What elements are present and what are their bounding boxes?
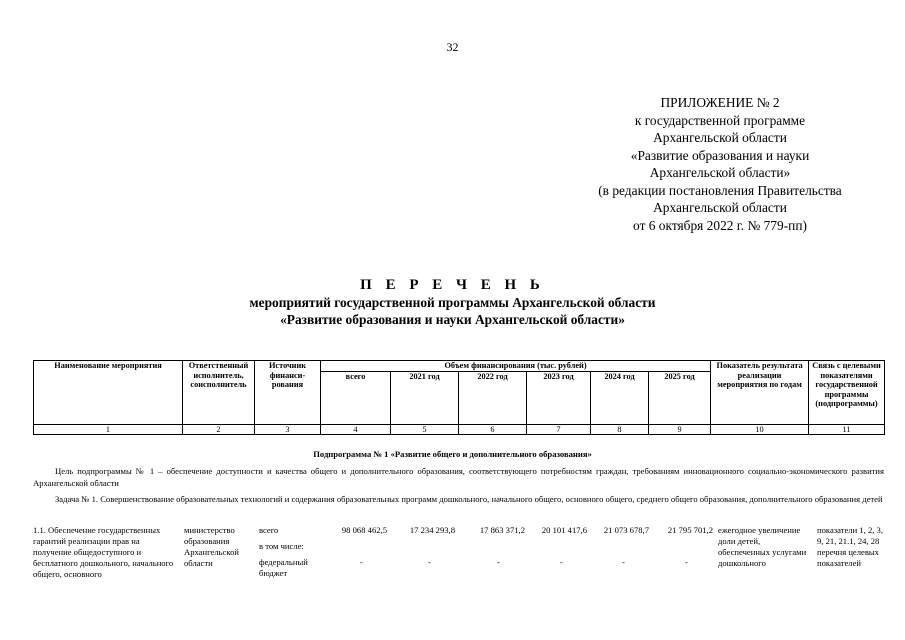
column-number: 8 (591, 424, 649, 434)
appendix-line: (в редакции постановления Правительства (598, 182, 842, 198)
federal-2021-dash: - (428, 557, 431, 567)
column-number: 3 (255, 424, 321, 434)
row-2024-value: 21 073 678,7 (603, 525, 649, 535)
measures-table (33, 360, 885, 435)
row-name: 1.1. Обеспечение государственных гарантий реализации прав на получение общедоступного и бесплатного дошкольного, начального общего, основного (33, 525, 174, 579)
appendix-line: от 6 октября 2022 г. № 779-пп) (633, 217, 807, 233)
subprogram-task: Задача № 1. Совершенствование образовательных технологий и содержания образовательных программ дошкольного, начального общего, основного общего, среднего общего образования, дополнительного образования детей (55, 494, 883, 504)
appendix-line: ПРИЛОЖЕНИЕ № 2 (660, 95, 780, 110)
header-funding: Объем финансирования (тыс. рублей) (321, 361, 711, 372)
appendix-line: «Развитие образования и науки (630, 147, 810, 163)
federal-2023-dash: - (560, 557, 563, 567)
row-source-total: всего (259, 525, 279, 535)
federal-total-dash: - (360, 557, 363, 567)
header-2025: 2025 год (649, 371, 711, 424)
column-number: 1 (34, 424, 183, 434)
row-executor: министерство образования Архангельской области (184, 525, 239, 568)
subprogram-goal: Цель подпрограммы № 1 – обеспечение доступности и качества общего и дополнительного образования, соответствующего потребностям граждан, требованиям инновационного социально-экономического развития Архангельской области (33, 466, 884, 488)
federal-2024-dash: - (622, 557, 625, 567)
header-2021: 2021 год (391, 371, 459, 424)
row-2022-value: 17 863 371,2 (479, 525, 525, 535)
row-source-including: в том числе: (259, 541, 304, 551)
subprogram-title: Подпрограмма № 1 «Развитие общего и дополнительного образования» (313, 449, 592, 459)
appendix-line: Архангельской области (653, 130, 787, 145)
header-indicator: Показатель результата реализации мероприятия по годам (711, 361, 809, 425)
header-2022: 2022 год (459, 371, 527, 424)
column-number: 9 (649, 424, 711, 434)
header-name: Наименование мероприятия (34, 361, 183, 425)
document-title (0, 276, 905, 328)
appendix-block (560, 94, 880, 234)
title-heading: П Е Р Е Ч Е Н Ь (360, 277, 545, 293)
header-source: Источник финанси-рования (255, 361, 321, 425)
header-executor: Ответственный исполнитель, соисполнитель (183, 361, 255, 425)
header-total: всего (321, 371, 391, 424)
page-number: 32 (446, 40, 459, 54)
column-number: 11 (809, 424, 885, 434)
column-number: 6 (459, 424, 527, 434)
row-source-federal: федеральный бюджет (259, 557, 308, 578)
header-2023: 2023 год (527, 371, 591, 424)
row-indicator: ежегодное увеличение доли детей, обеспеченных услугами дошкольного (718, 525, 807, 568)
title-line-1: мероприятий государственной программы Архангельской области (249, 295, 656, 310)
row-link: показатели 1, 2, 3, 9, 21, 21.1, 24, 28 перечня целевых показателей (817, 525, 883, 568)
column-number: 4 (321, 424, 391, 434)
title-line-2: «Развитие образования и науки Архангельской области» (280, 312, 625, 327)
row-total-value: 98 068 462,5 (341, 525, 387, 535)
appendix-line: Архангельской области» (649, 165, 791, 180)
row-2025-value: 21 795 701,2 (667, 525, 713, 535)
appendix-line: к государственной программе (634, 112, 806, 128)
row-2023-value: 20 101 417,6 (541, 525, 587, 535)
federal-2025-dash: - (685, 557, 688, 567)
column-number: 10 (711, 424, 809, 434)
column-number: 7 (527, 424, 591, 434)
federal-2022-dash: - (497, 557, 500, 567)
header-link: Связь с целевыми показателями государственной программы (подпрограммы) (809, 361, 885, 425)
column-number: 5 (391, 424, 459, 434)
appendix-line: Архангельской области (653, 200, 787, 215)
row-2021-value: 17 234 293,8 (409, 525, 455, 535)
column-number: 2 (183, 424, 255, 434)
header-2024: 2024 год (591, 371, 649, 424)
